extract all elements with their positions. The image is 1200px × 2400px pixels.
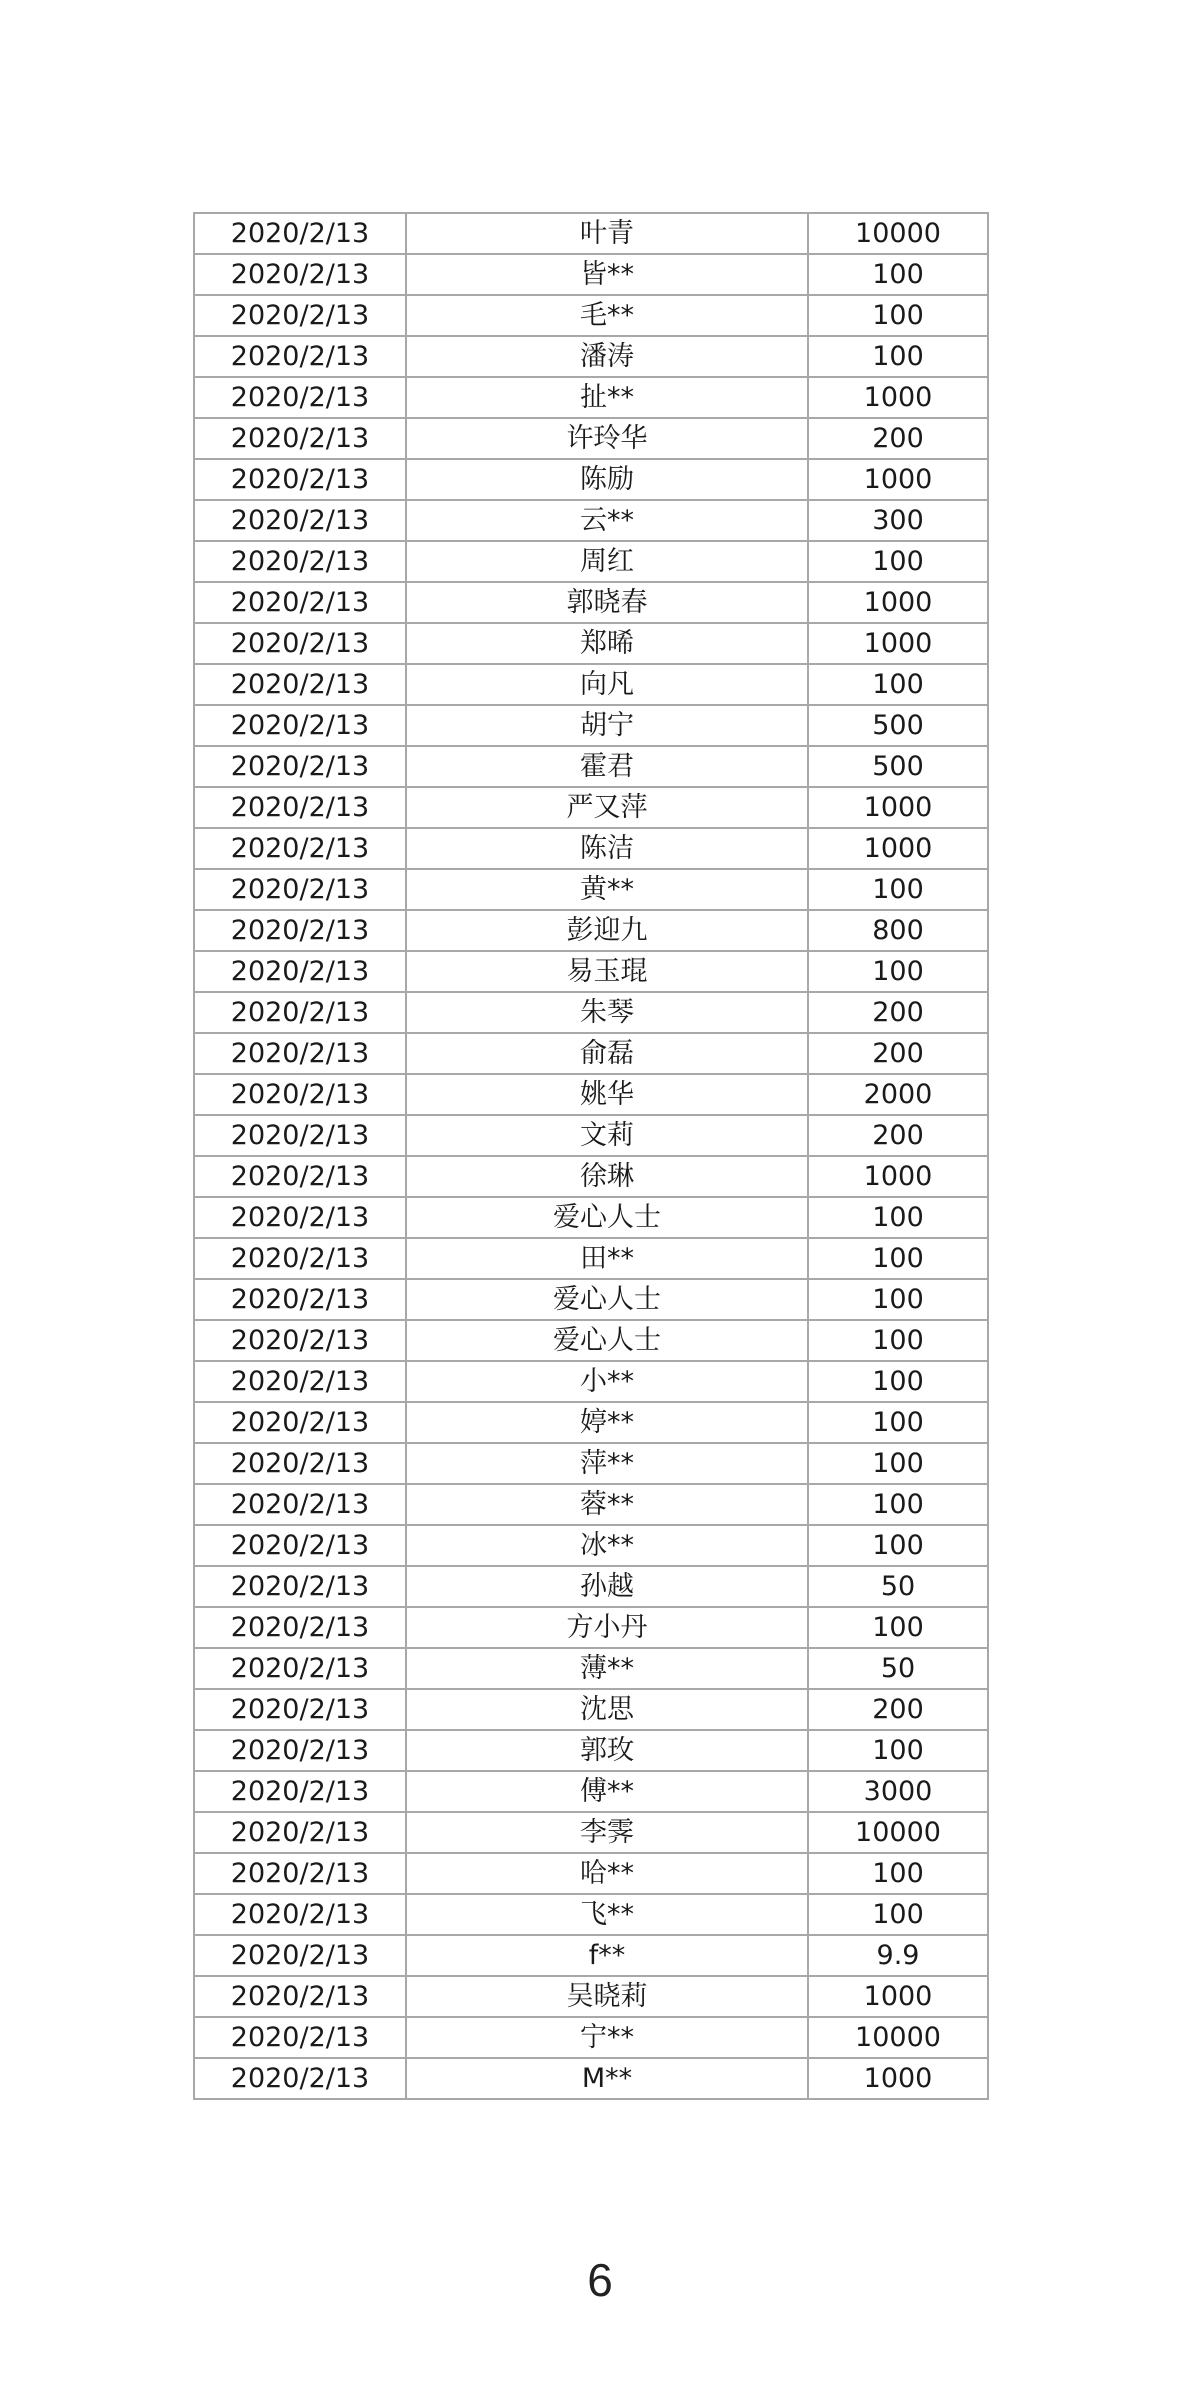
donor-name-cell: 宁** bbox=[406, 2017, 808, 2058]
donor-name-cell: 蓉** bbox=[406, 1484, 808, 1525]
donor-name-cell: 婷** bbox=[406, 1402, 808, 1443]
amount-cell: 100 bbox=[808, 1443, 988, 1484]
donor-name-cell: 严又萍 bbox=[406, 787, 808, 828]
donor-name-cell: 叶青 bbox=[406, 213, 808, 254]
donor-name-cell: 哈** bbox=[406, 1853, 808, 1894]
date-cell: 2020/2/13 bbox=[194, 1853, 406, 1894]
amount-cell: 1000 bbox=[808, 2058, 988, 2099]
amount-cell: 1000 bbox=[808, 377, 988, 418]
date-cell: 2020/2/13 bbox=[194, 336, 406, 377]
amount-cell: 1000 bbox=[808, 828, 988, 869]
amount-cell: 200 bbox=[808, 1115, 988, 1156]
date-cell: 2020/2/13 bbox=[194, 1115, 406, 1156]
date-cell: 2020/2/13 bbox=[194, 869, 406, 910]
amount-cell: 100 bbox=[808, 541, 988, 582]
date-cell: 2020/2/13 bbox=[194, 1525, 406, 1566]
table-row bbox=[194, 2017, 988, 2058]
amount-cell: 100 bbox=[808, 1894, 988, 1935]
donor-name-cell: 傅** bbox=[406, 1771, 808, 1812]
donor-name-cell: f** bbox=[406, 1935, 808, 1976]
table-row bbox=[194, 1607, 988, 1648]
amount-cell: 1000 bbox=[808, 623, 988, 664]
date-cell: 2020/2/13 bbox=[194, 1771, 406, 1812]
table-row bbox=[194, 2058, 988, 2099]
table-row bbox=[194, 1115, 988, 1156]
amount-cell: 100 bbox=[808, 664, 988, 705]
table-row bbox=[194, 910, 988, 951]
table-row bbox=[194, 1771, 988, 1812]
table-row bbox=[194, 1812, 988, 1853]
amount-cell: 100 bbox=[808, 1607, 988, 1648]
donor-name-cell: 许玲华 bbox=[406, 418, 808, 459]
date-cell: 2020/2/13 bbox=[194, 1689, 406, 1730]
donor-name-cell: 李霁 bbox=[406, 1812, 808, 1853]
table-row bbox=[194, 500, 988, 541]
donor-name-cell: 陈洁 bbox=[406, 828, 808, 869]
donor-name-cell: 周红 bbox=[406, 541, 808, 582]
date-cell: 2020/2/13 bbox=[194, 910, 406, 951]
date-cell: 2020/2/13 bbox=[194, 1812, 406, 1853]
date-cell: 2020/2/13 bbox=[194, 1648, 406, 1689]
amount-cell: 500 bbox=[808, 705, 988, 746]
date-cell: 2020/2/13 bbox=[194, 705, 406, 746]
donor-name-cell: 郭玫 bbox=[406, 1730, 808, 1771]
date-cell: 2020/2/13 bbox=[194, 746, 406, 787]
amount-cell: 1000 bbox=[808, 787, 988, 828]
donor-name-cell: 沈思 bbox=[406, 1689, 808, 1730]
date-cell: 2020/2/13 bbox=[194, 1197, 406, 1238]
amount-cell: 100 bbox=[808, 1361, 988, 1402]
table-row bbox=[194, 1320, 988, 1361]
date-cell: 2020/2/13 bbox=[194, 1033, 406, 1074]
date-cell: 2020/2/13 bbox=[194, 254, 406, 295]
amount-cell: 100 bbox=[808, 1320, 988, 1361]
table-row bbox=[194, 1361, 988, 1402]
table-row bbox=[194, 1566, 988, 1607]
amount-cell: 100 bbox=[808, 1279, 988, 1320]
amount-cell: 100 bbox=[808, 1402, 988, 1443]
date-cell: 2020/2/13 bbox=[194, 1156, 406, 1197]
amount-cell: 10000 bbox=[808, 213, 988, 254]
donor-name-cell: M** bbox=[406, 2058, 808, 2099]
date-cell: 2020/2/13 bbox=[194, 377, 406, 418]
donor-name-cell: 文莉 bbox=[406, 1115, 808, 1156]
table-row bbox=[194, 664, 988, 705]
table-row bbox=[194, 1853, 988, 1894]
date-cell: 2020/2/13 bbox=[194, 582, 406, 623]
date-cell: 2020/2/13 bbox=[194, 1320, 406, 1361]
amount-cell: 100 bbox=[808, 254, 988, 295]
amount-cell: 9.9 bbox=[808, 1935, 988, 1976]
date-cell: 2020/2/13 bbox=[194, 500, 406, 541]
donor-name-cell: 冰** bbox=[406, 1525, 808, 1566]
amount-cell: 300 bbox=[808, 500, 988, 541]
amount-cell: 200 bbox=[808, 1033, 988, 1074]
donor-name-cell: 潘涛 bbox=[406, 336, 808, 377]
donor-name-cell: 皆** bbox=[406, 254, 808, 295]
table-row bbox=[194, 787, 988, 828]
date-cell: 2020/2/13 bbox=[194, 1730, 406, 1771]
table-row bbox=[194, 1279, 988, 1320]
date-cell: 2020/2/13 bbox=[194, 459, 406, 500]
amount-cell: 100 bbox=[808, 295, 988, 336]
table-row bbox=[194, 541, 988, 582]
amount-cell: 100 bbox=[808, 1238, 988, 1279]
date-cell: 2020/2/13 bbox=[194, 992, 406, 1033]
amount-cell: 50 bbox=[808, 1648, 988, 1689]
table-row bbox=[194, 213, 988, 254]
date-cell: 2020/2/13 bbox=[194, 541, 406, 582]
donor-name-cell: 姚华 bbox=[406, 1074, 808, 1115]
date-cell: 2020/2/13 bbox=[194, 1074, 406, 1115]
donor-name-cell: 俞磊 bbox=[406, 1033, 808, 1074]
amount-cell: 200 bbox=[808, 1689, 988, 1730]
table-row bbox=[194, 459, 988, 500]
date-cell: 2020/2/13 bbox=[194, 623, 406, 664]
amount-cell: 100 bbox=[808, 951, 988, 992]
table-row bbox=[194, 1156, 988, 1197]
date-cell: 2020/2/13 bbox=[194, 295, 406, 336]
table-row bbox=[194, 869, 988, 910]
date-cell: 2020/2/13 bbox=[194, 664, 406, 705]
amount-cell: 1000 bbox=[808, 1976, 988, 2017]
donor-name-cell: 彭迎九 bbox=[406, 910, 808, 951]
table-row bbox=[194, 418, 988, 459]
donor-name-cell: 云** bbox=[406, 500, 808, 541]
table-row bbox=[194, 705, 988, 746]
donor-name-cell: 薄** bbox=[406, 1648, 808, 1689]
donor-name-cell: 爱心人士 bbox=[406, 1320, 808, 1361]
amount-cell: 1000 bbox=[808, 1156, 988, 1197]
date-cell: 2020/2/13 bbox=[194, 951, 406, 992]
date-cell: 2020/2/13 bbox=[194, 1607, 406, 1648]
donor-name-cell: 萍** bbox=[406, 1443, 808, 1484]
donation-table-body bbox=[194, 213, 988, 2099]
amount-cell: 2000 bbox=[808, 1074, 988, 1115]
amount-cell: 200 bbox=[808, 992, 988, 1033]
donor-name-cell: 陈励 bbox=[406, 459, 808, 500]
table-row bbox=[194, 1033, 988, 1074]
donor-name-cell: 小** bbox=[406, 1361, 808, 1402]
date-cell: 2020/2/13 bbox=[194, 1402, 406, 1443]
table-row bbox=[194, 828, 988, 869]
amount-cell: 10000 bbox=[808, 2017, 988, 2058]
date-cell: 2020/2/13 bbox=[194, 418, 406, 459]
table-row bbox=[194, 1074, 988, 1115]
date-cell: 2020/2/13 bbox=[194, 213, 406, 254]
amount-cell: 100 bbox=[808, 1484, 988, 1525]
table-row bbox=[194, 1402, 988, 1443]
table-row bbox=[194, 1689, 988, 1730]
table-row bbox=[194, 377, 988, 418]
donor-name-cell: 朱琴 bbox=[406, 992, 808, 1033]
date-cell: 2020/2/13 bbox=[194, 828, 406, 869]
donor-name-cell: 飞** bbox=[406, 1894, 808, 1935]
donor-name-cell: 爱心人士 bbox=[406, 1279, 808, 1320]
date-cell: 2020/2/13 bbox=[194, 1976, 406, 2017]
amount-cell: 200 bbox=[808, 418, 988, 459]
table-row bbox=[194, 992, 988, 1033]
date-cell: 2020/2/13 bbox=[194, 2017, 406, 2058]
table-row bbox=[194, 1894, 988, 1935]
table-row bbox=[194, 1484, 988, 1525]
donor-name-cell: 黄** bbox=[406, 869, 808, 910]
table-row bbox=[194, 336, 988, 377]
donor-name-cell: 方小丹 bbox=[406, 1607, 808, 1648]
donor-name-cell: 爱心人士 bbox=[406, 1197, 808, 1238]
table-row bbox=[194, 254, 988, 295]
date-cell: 2020/2/13 bbox=[194, 1443, 406, 1484]
donor-name-cell: 霍君 bbox=[406, 746, 808, 787]
table-row bbox=[194, 623, 988, 664]
table-row bbox=[194, 1935, 988, 1976]
donor-name-cell: 徐琳 bbox=[406, 1156, 808, 1197]
amount-cell: 100 bbox=[808, 336, 988, 377]
table-row bbox=[194, 1976, 988, 2017]
donor-name-cell: 扯** bbox=[406, 377, 808, 418]
date-cell: 2020/2/13 bbox=[194, 2058, 406, 2099]
amount-cell: 100 bbox=[808, 869, 988, 910]
donor-name-cell: 毛** bbox=[406, 295, 808, 336]
date-cell: 2020/2/13 bbox=[194, 1566, 406, 1607]
date-cell: 2020/2/13 bbox=[194, 787, 406, 828]
table-row bbox=[194, 1443, 988, 1484]
date-cell: 2020/2/13 bbox=[194, 1238, 406, 1279]
table-row bbox=[194, 1525, 988, 1566]
donor-name-cell: 郭晓春 bbox=[406, 582, 808, 623]
amount-cell: 100 bbox=[808, 1853, 988, 1894]
table-row bbox=[194, 951, 988, 992]
date-cell: 2020/2/13 bbox=[194, 1484, 406, 1525]
date-cell: 2020/2/13 bbox=[194, 1935, 406, 1976]
donor-name-cell: 郑晞 bbox=[406, 623, 808, 664]
date-cell: 2020/2/13 bbox=[194, 1894, 406, 1935]
donor-name-cell: 向凡 bbox=[406, 664, 808, 705]
amount-cell: 10000 bbox=[808, 1812, 988, 1853]
page-number: 6 bbox=[587, 2254, 613, 2306]
amount-cell: 100 bbox=[808, 1525, 988, 1566]
amount-cell: 1000 bbox=[808, 459, 988, 500]
donor-name-cell: 胡宁 bbox=[406, 705, 808, 746]
donor-name-cell: 易玉琨 bbox=[406, 951, 808, 992]
table-row bbox=[194, 746, 988, 787]
date-cell: 2020/2/13 bbox=[194, 1279, 406, 1320]
amount-cell: 500 bbox=[808, 746, 988, 787]
amount-cell: 100 bbox=[808, 1730, 988, 1771]
date-cell: 2020/2/13 bbox=[194, 1361, 406, 1402]
amount-cell: 50 bbox=[808, 1566, 988, 1607]
donor-name-cell: 吴晓莉 bbox=[406, 1976, 808, 2017]
table-row bbox=[194, 295, 988, 336]
donor-name-cell: 田** bbox=[406, 1238, 808, 1279]
donor-name-cell: 孙越 bbox=[406, 1566, 808, 1607]
table-row bbox=[194, 582, 988, 623]
table-row bbox=[194, 1238, 988, 1279]
amount-cell: 3000 bbox=[808, 1771, 988, 1812]
amount-cell: 800 bbox=[808, 910, 988, 951]
amount-cell: 1000 bbox=[808, 582, 988, 623]
amount-cell: 100 bbox=[808, 1197, 988, 1238]
table-row bbox=[194, 1648, 988, 1689]
table-row bbox=[194, 1197, 988, 1238]
donation-table bbox=[193, 212, 989, 2100]
table-row bbox=[194, 1730, 988, 1771]
